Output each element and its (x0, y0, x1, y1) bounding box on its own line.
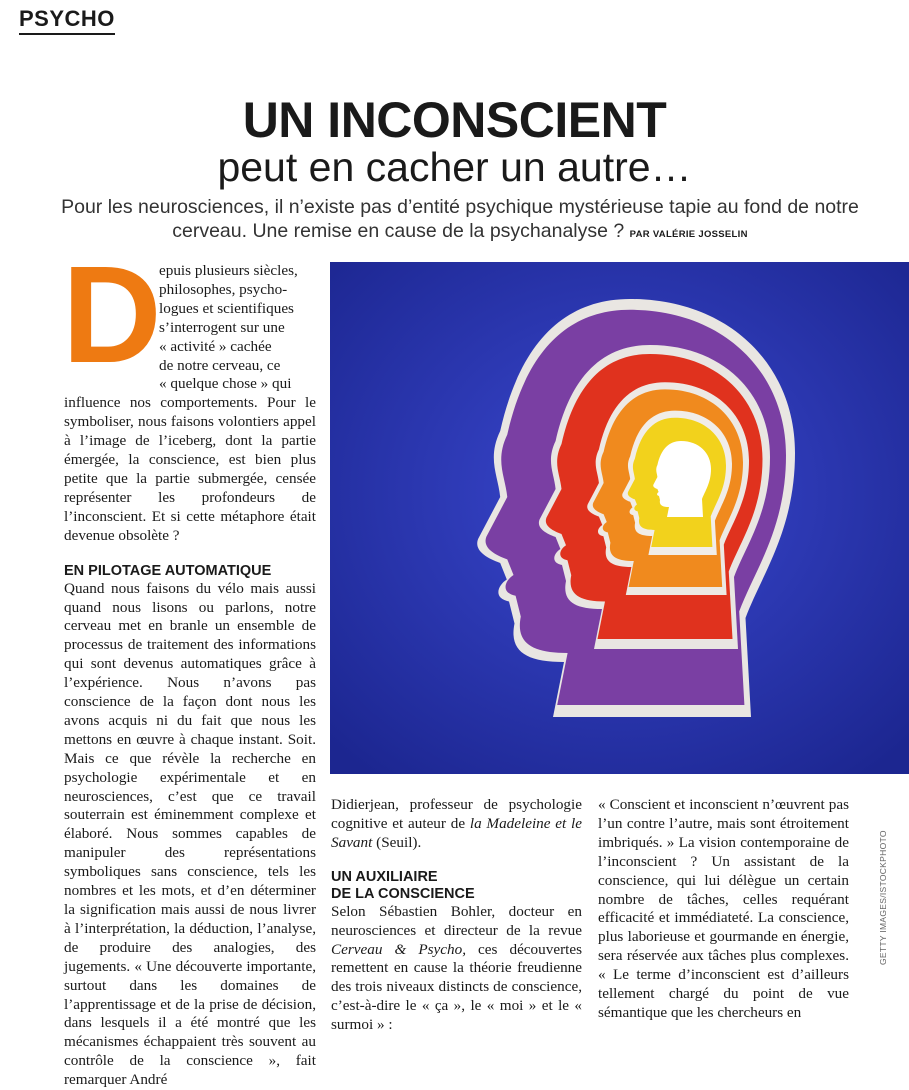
section-rubric: PSYCHO (19, 6, 115, 35)
intro-line: logues et scientifiques (159, 299, 294, 317)
subheading-pilotage: EN PILOTAGE AUTOMATIQUE (64, 562, 272, 579)
article-column-2 (331, 796, 582, 1035)
subheading-line-2: DE LA CONSCIENCE (331, 885, 475, 902)
article-column-3 (598, 796, 849, 1023)
col2-paragraph-1 (331, 796, 582, 853)
byline: PAR VALÉRIE JOSSELIN (629, 229, 748, 240)
lead-paragraph (60, 195, 860, 247)
col2-paragraph-2 (331, 903, 582, 1035)
headline-main: UN INCONSCIENT (242, 92, 667, 148)
intro-line: de notre cerveau, ce (159, 356, 281, 374)
subheading-line-1: UN AUXILIAIRE (331, 868, 438, 885)
magazine-title: Cerveau & Psycho, (331, 940, 466, 958)
body-paragraph: Quand nous faisons du vélo mais aussi quand nous lisons ou parlons, notre cerveau met en branle un ensemble de processus de traitement des informations qui sont devenus automatiques grâce à l’expérience. Nous n’avons pas conscience de la façon dont nous les avons acquis ni du fait que nous les mettons en œuvre à chaque instant. Soit. Mais ce que révèle la recherche en psychologie expérimentale et en neurosciences, c’est que ce travail souterrain est éminemment complexe et élaboré. Nous sommes capables de manipuler des représentations symboliques sans conscience, tels les nombres et les mots, et d’en déterminer la signification mais aussi de nous livrer à l’interprétation, la déduction, l’analyse, de produire des analogies, des jugements. « Une découverte importante, surtout dans les domaines de l’apprentissage et de la prise de décision, dans lesquels il a été montré que les mécanismes échappaient très souvent au contrôle de la conscience », fait remarquer André (64, 579, 316, 1089)
col2-text-d: ces découvertes remettent en cause la théorie freudienne des trois niveaux distincts de conscience, c’est-à-dire le « ça », le « moi » et le « surmoi » : (331, 940, 582, 1034)
intro-line: epuis plusieurs siècles, (159, 262, 298, 279)
intro-line: « activité » cachée (159, 337, 272, 355)
head-layers-illustration (330, 262, 909, 774)
photo-credit: GETTY IMAGES/ISTOCKPHOTO (878, 830, 888, 965)
col2-text-b: (Seuil). (372, 833, 422, 851)
intro-rest: influence nos comportements. Pour le symboliser, nous faisons volontiers appel à l’image de l’iceberg, dont la partie émergée, la conscience, est bien plus petite que la partie submergée, censée représenter les profondeurs de l’inconscient. Et si cette métaphore était devenue obsolète ? (64, 394, 316, 544)
intro-paragraph (64, 262, 316, 546)
intro-line: philosophes, psycho- (159, 280, 288, 298)
col3-paragraph: « Conscient et inconscient n’œuvrent pas l’un contre l’autre, mais sont étroitement imbriqués. » La vision contemporaine de l’inconscient ? Un assistant de la conscience, qui lui délègue un certain nombre de tâches, celles requérant efficacité et immédiateté. La conscience, plus laborieuse et gourmande en énergie, sera réservée aux tâches plus complexes. « Le terme d’inconscient est d’ailleurs tellement chargé du point de vue sémantique que les chercheurs en (598, 796, 849, 1021)
subheading-auxiliaire (331, 869, 582, 903)
article-column-1 (64, 262, 316, 1090)
book-title: la Madeleine et le Savant (331, 814, 582, 851)
col2-text-c: Selon Sébastien Bohler, docteur en neurosciences et directeur de la revue (331, 902, 582, 939)
intro-line: s’interrogent sur une (159, 318, 285, 336)
dropcap-glyph: D (62, 238, 162, 392)
lead-text: Pour les neurosciences, il n’existe pas d’entité psychique mystérieuse tapie au fond de notre cerveau. Une remise en cause de la psychanalyse ? (61, 196, 859, 242)
headline-sub: peut en cacher un autre… (217, 144, 692, 190)
col2-text-a: Didierjean, professeur de psychologie cognitive et auteur de (331, 796, 582, 832)
intro-line: « quelque chose » qui (159, 375, 292, 393)
